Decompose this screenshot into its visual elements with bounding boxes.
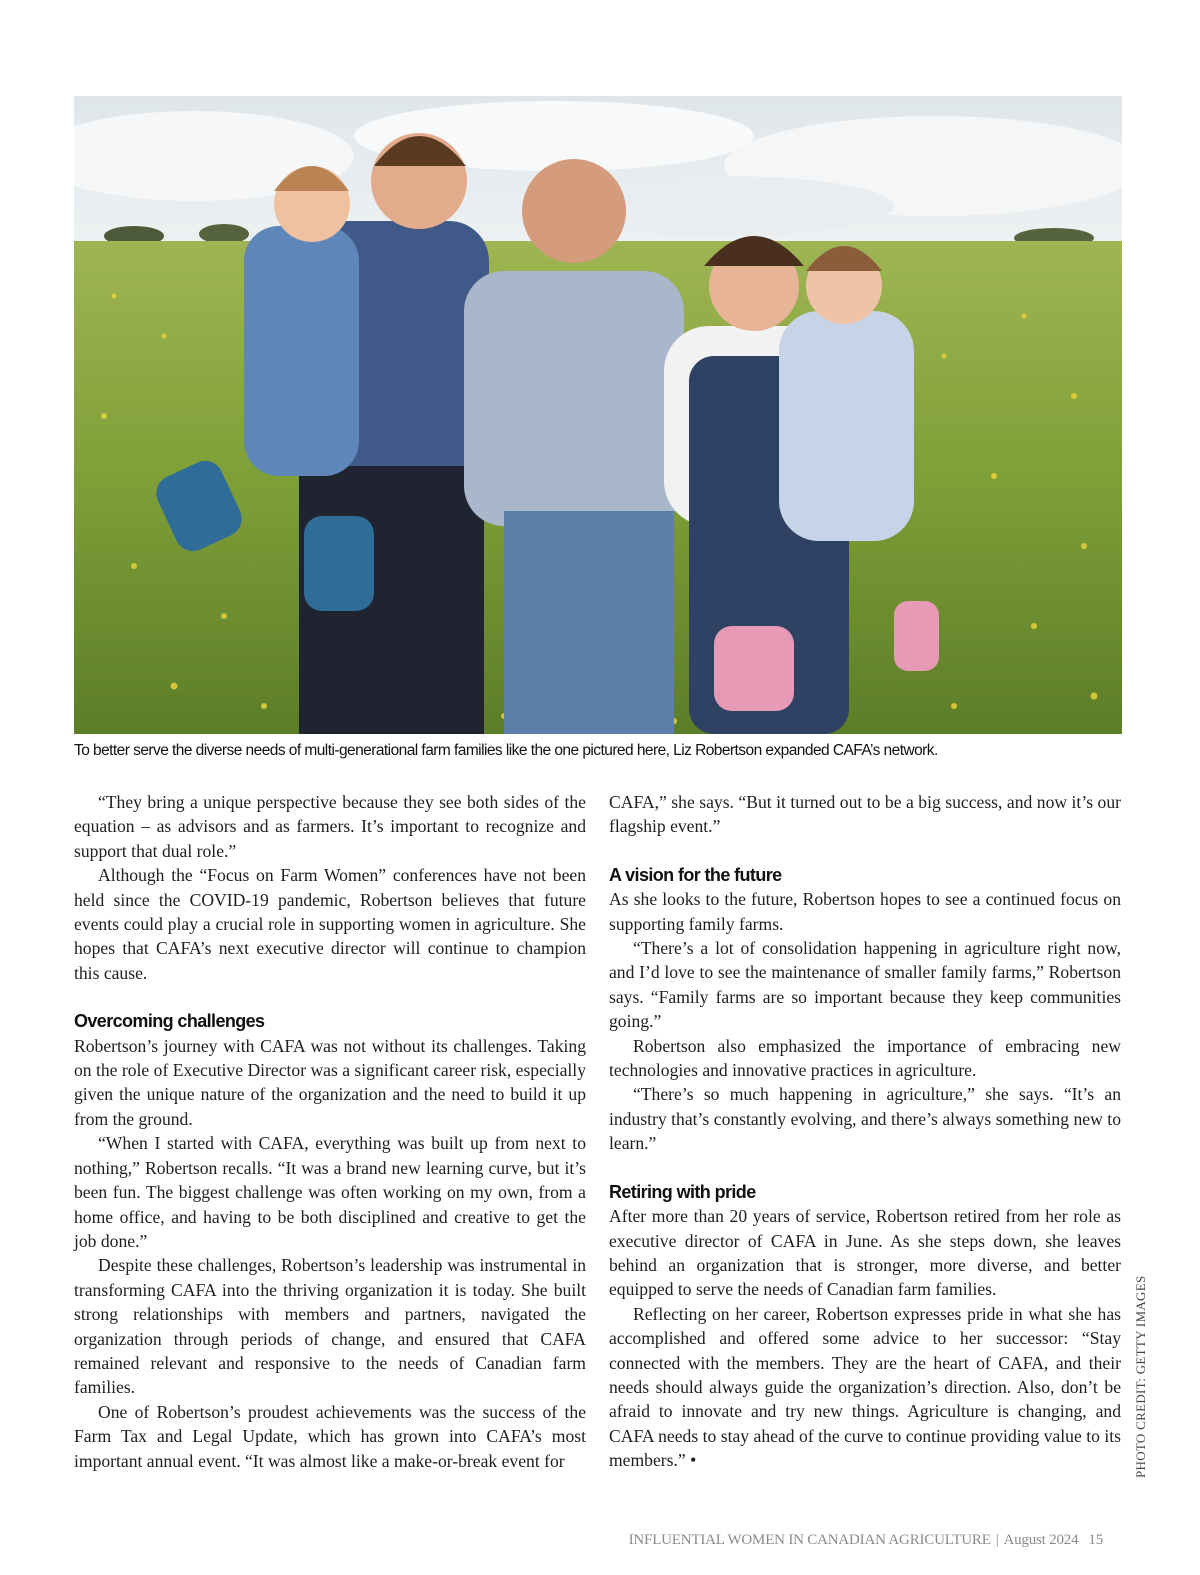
family-photo — [74, 96, 1122, 734]
section-heading: Overcoming challenges — [74, 1011, 265, 1032]
section-heading: A vision for the future — [609, 864, 782, 885]
article-column-left — [74, 790, 586, 1473]
paragraph: Reflecting on her career, Robertson expresses pride in what she has accomplished and offered some advice to her successor: “Stay connected with the members. They are the heart of CAFA, and their needs should always guide the organization’s direction. Also, don’t be afraid to innovate and try new things. Agriculture is changing, and CAFA needs to stay ahead of the curve to continue providing value to its members.” • — [609, 1303, 1121, 1471]
section-heading: Retiring with pride — [609, 1181, 756, 1202]
paragraph: As she looks to the future, Robertson hopes to see a continued focus on supporting family farms. — [609, 889, 1121, 934]
paragraph: Although the “Focus on Farm Women” conferences have not been held since the COVID-19 pandemic, Robertson believes that future events could play a crucial role in supporting women in agriculture. She hopes that CAFA’s next executive director will continue to champion this cause. — [74, 865, 586, 983]
issue-date: August 2024 — [1003, 1532, 1079, 1548]
paragraph: Despite these challenges, Robertson’s leadership was instrumental in transforming CAFA into the thriving organization it is today. She built strong relationships with members and partners, navigated the organization through periods of change, and ensured that CAFA remained relevant and responsive to the needs of Canadian farm families. — [74, 1255, 586, 1398]
photo-caption: To better serve the diverse needs of multi-generational farm families like the one pictured here, Liz Robertson expanded CAFA’s network. — [74, 742, 938, 759]
paragraph: One of Robertson’s proudest achievements was the success of the Farm Tax and Legal Update, which has grown into CAFA’s most important annual event. “It was almost like a make-or-break event for — [74, 1401, 586, 1471]
photo-credit: PHOTO CREDIT: GETTY IMAGES — [1133, 1275, 1148, 1478]
paragraph: “When I started with CAFA, everything was built up from next to nothing,” Robertson recalls. “It was a brand new learning curve, but it’s been fun. The biggest challenge was often working on my own, from a home office, and having to be both disciplined and creative to get the job done.” — [74, 1133, 586, 1251]
paragraph: CAFA,” she says. “But it turned out to be a big success, and now it’s our flagship event.” — [609, 792, 1121, 837]
paragraph: Robertson’s journey with CAFA was not without its challenges. Taking on the role of Executive Director was a significant career risk, especially given the unique nature of the organization and the need to build it up from the ground. — [74, 1035, 586, 1129]
publication-name: INFLUENTIAL WOMEN IN CANADIAN AGRICULTURE — [628, 1532, 991, 1548]
family-photo-illustration — [74, 96, 1122, 734]
page-number: 15 — [1088, 1532, 1103, 1548]
paragraph: “They bring a unique perspective because they see both sides of the equation – as advisors and as farmers. It’s important to recognize and support that dual role.” — [74, 792, 586, 861]
paragraph: After more than 20 years of service, Robertson retired from her role as executive director of CAFA in June. As she steps down, she leaves behind an organization that is stronger, more diverse, and better equipped to serve the needs of Canadian farm families. — [609, 1206, 1121, 1300]
page-footer — [629, 1532, 1103, 1549]
article-column-right — [609, 790, 1121, 1473]
paragraph: “There’s so much happening in agriculture,” she says. “It’s an industry that’s constantly evolving, and there’s always something new to learn.” — [609, 1084, 1121, 1154]
paragraph: Robertson also emphasized the importance of embracing new technologies and innovative practices in agriculture. — [609, 1035, 1121, 1081]
footer-separator: | — [995, 1532, 999, 1548]
paragraph: “There’s a lot of consolidation happening in agriculture right now, and I’d love to see the maintenance of smaller family farms,” Robertson says. “Family farms are so important because they keep communities going.” — [609, 938, 1121, 1032]
